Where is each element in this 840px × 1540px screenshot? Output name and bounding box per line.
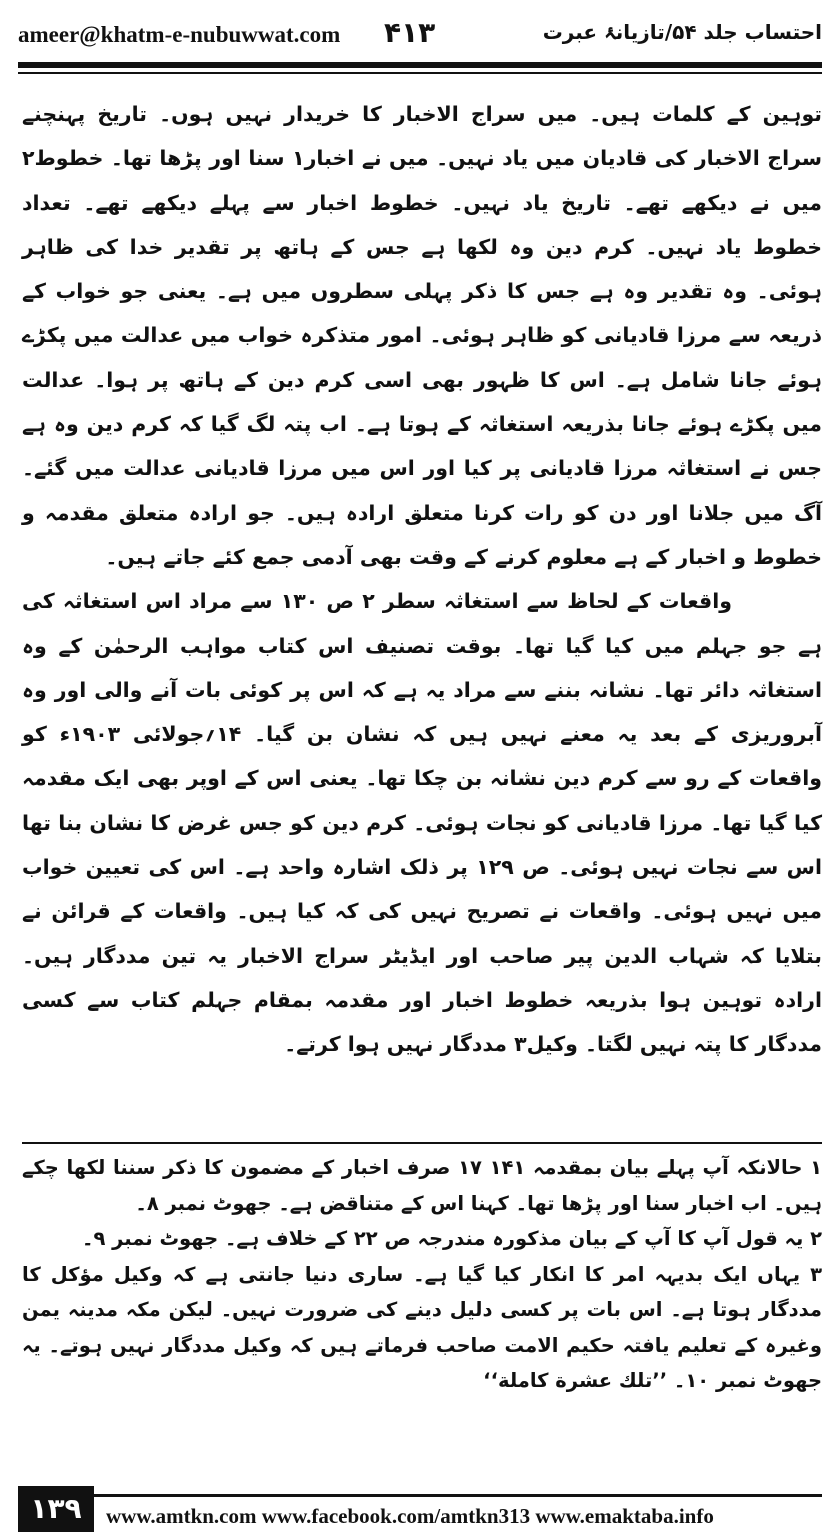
footnote-2: ۲ یہ قول آپ کا آپ کے بیان مذکورہ مندرجہ ص ۲۲ کے خلاف ہے۔ جھوٹ نمبر ۹۔ — [82, 1227, 822, 1250]
header-page-number: ۴۱۳ — [384, 16, 436, 49]
body-text — [22, 92, 822, 1067]
footnote-separator — [22, 1142, 822, 1144]
footnote-3: ۳ یہاں ایک بدیہہ امر کا انکار کیا گیا ہے۔ ساری دنیا جانتی ہے کہ وکیل مؤکل کا مددگار ہوتا ہے۔ اس بات پر کسی دلیل دینے کی ضرورت نہیں۔ لیکن مکہ مدینہ یمن وغیرہ کے تعلیم یافتہ حکیم الامت صاحب فرماتے ہیں کہ وکیل مددگار نہیں ہوتے۔ یہ جھوٹ نمبر ۱۰۔ ’’تلك عشرة كاملة‘‘ — [22, 1262, 822, 1392]
footer-links[interactable]: www.amtkn.com www.facebook.com/amtkn313 www.emaktaba.info — [106, 1504, 714, 1528]
footer-page-box — [18, 1486, 94, 1532]
header-rule-thick — [18, 62, 822, 68]
paragraph: توہین کے کلمات ہیں۔ میں سراج الاخبار کا خریدار نہیں ہوں۔ تاریخ پہنچنے سراج الاخبار کی قادیان میں یاد نہیں۔ میں نے اخبار۱ سنا اور پڑھا تھا۔ خطوط۲ میں نے دیکھے تھے۔ تاریخ یاد نہیں۔ خطوط اخبار سے پہلے دیکھے تھے۔ تعداد خطوط یاد نہیں۔ کرم دین وہ لکھا ہے جس کے ہاتھ پر تقدیر خدا کی ظاہر ہوئی۔ وہ تقدیر وہ ہے جس کا ذکر پہلی سطروں میں ہے۔ یعنی جو خواب کے ذریعہ سے مرزا قادیانی کو ظاہر ہوئی۔ امور متذکرہ خواب میں عدالت میں پکڑے ہوئے جانا شامل ہے۔ اس کا ظہور بھی اسی کرم دین کے ہاتھ پر ہوا۔ عدالت میں پکڑے ہوئے جانا بذریعہ استغاثہ کے ہوتا ہے۔ اب پتہ لگ گیا کہ کرم دین وہ ہے جس نے استغاثہ مرزا قادیانی پر کیا اور اس میں مرزا قادیانی عدالت میں گئے۔ آگ میں جلانا اور دن کو رات کرنا متعلق ارادہ ہیں۔ جو ارادہ متعلق مقدمہ و خطوط و اخبار کے ہے معلوم کرنے کے وقت بھی آدمی جمع کئے جاتے ہیں۔ — [22, 102, 823, 569]
footer-page-number: ۱۳۹ — [30, 1492, 82, 1525]
footnote-1: ۱ حالانکہ آپ پہلے بیان بمقدمہ ۱۴۱ ۱۷ صرف اخبار کے مضمون کا ذکر سننا لکھا چکے ہیں۔ اب اخبار سنا اور پڑھا تھا۔ کہنا اس کے متناقض ہے۔ جھوٹ نمبر ۸۔ — [22, 1156, 823, 1215]
paragraph: واقعات کے لحاظ سے استغاثہ سطر ۲ ص ۱۳۰ سے مراد اس استغاثہ کی ہے جو جہلم میں کیا گیا تھا۔ بوقت تصنیف اس کتاب مواہب الرحمٰن کے وہ استغاثہ دائر تھا۔ نشانہ بننے سے مراد یہ ہے کہ اس پر کوئی بات آنے والی اور وہ آبروریزی کے بعد یہ معنے نہیں ہیں کہ نشان بن گیا۔ ۱۴؍جولائی ۱۹۰۳ء کو واقعات کے رو سے کرم دین نشانہ بن چکا تھا۔ یعنی اس کے اوپر بھی ایک مقدمہ کیا گیا تھا۔ مرزا قادیانی کو نجات ہوئی۔ کرم دین کو جس غرض کا نشان بنا تھا اس سے نجات نہیں ہوئی۔ ص ۱۲۹ پر ذلک اشارہ واحد ہے۔ اس کی تعیین خواب میں نہیں ہوئی۔ واقعات نے تصریح نہیں کی کہ کیا ہیں۔ واقعات کے قرائن نے بتلایا کہ شہاب الدین پیر صاحب اور ایڈیٹر سراج الاخبار یہ تین مددگار ہیں۔ ارادہ توہین ہوا بذریعہ خطوط اخبار اور مقدمہ بمقام جہلم کتاب سے کسی مددگار کا پتہ نہیں لگتا۔ وکیل۳ مددگار نہیں ہوا کرتے۔ — [22, 589, 822, 1057]
header-book-title: احتساب جلد ۵۴/تازیانۂ عبرت — [542, 20, 822, 44]
footer-rule — [18, 1494, 822, 1497]
header-email[interactable]: ameer@khatm-e-nubuwwat.com — [18, 22, 341, 47]
header-rule-thin — [18, 72, 822, 74]
page-header — [18, 10, 822, 60]
footnotes — [22, 1150, 822, 1399]
